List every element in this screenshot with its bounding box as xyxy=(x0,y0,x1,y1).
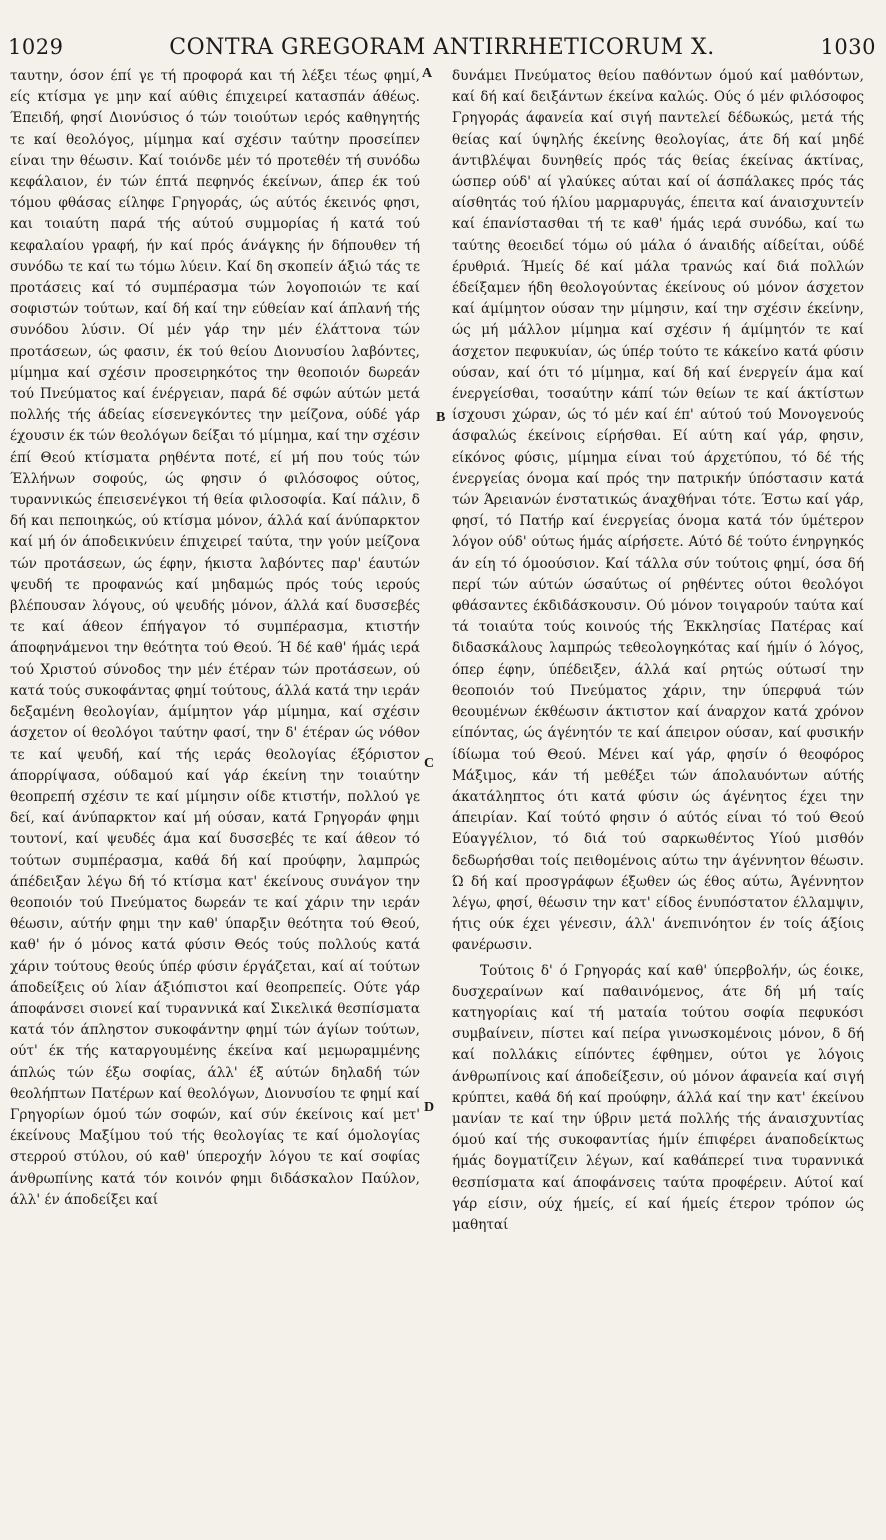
page-header xyxy=(8,34,876,60)
right-column-text: δυνάμει Πνεύματος θείου παθόντων όμού καί μαθόντων, καί δή καί δειξάντων έκείνα καλώς. Ούς ό μέν φιλόσοφος Γρηγοράς άφανεία καί σιγή παντελεί δέδωκώς, μετά τής θείας καί ύψηλής έκείνης θεολογίας, άτε δή καί μηδέ άντιβλέψαι δυνηθείς πρός τάς θείας έκείνας άκτίνας, ώσπερ ούδ' αί γλαύκες αύται καί οί άσπάλακες πρός τάς αίσθητάς τού ήλίου μαρμαρυγάς, έπειτα καί άναισχυντείν καί έπανίστασθαι τή τε καθ' ήμάς ιερά συνόδω, καί τω ταύτης θεοειδεί τόμω ού μάλα ό άναιδής αίδείται, ούδέ έρυθριά. Ήμείς δέ καί μάλα τρανώς καί διά πολλών έδείξαμεν ήδη θεολογούντας έκείνους ού μόνον άσχετον καί άμίμητον ούσαν την μίμησιν, καί την σχέσιν έκείνην, ώς μή μάλλον μίμημα καί σχέσιν ή άμίμητόν τε καί άσχετον πεφυκυίαν, ώς ύπέρ τούτο τε κάκείνο κατά φύσιν ούσαν, καί ότι τό μίμημα, καί δή καί ένεργείν άμα καί ένεργείσθαι, τοσαύτην κάπί τών θείων τε καί άκτίστων ίσχουσι χώραν, ώς τό μέν καί έπ' αύτού τού Μονογενούς άσφαλώς έκείνοις είρήσθαι. Εί αύτη καί γάρ, φησιν, είκόνος φύσις, μίμημα είναι τού άρχετύπου, τό δέ τής ένεργείας όνομα καί πρός την πατρικήν ύπόστασιν κατά τών Άρειανών ένστατικώς άναχθήναι τότε. Έστω καί γάρ, φησί, τό Πατήρ καί ένεργείας όνομα κατά τόν ύμέτερον λόγον ούδ' ούτως ήμάς αίρήσετε. Αύτό δέ τούτο ένηργηκός άν είη τό όμοούσιον. Καί τάλλα σύν τούτοις φημί, όσα δή περί τών αύτών ώσαύτως οί ρηθέντες ούτοι θεολόγοι φθάσαντες έκδιδάσκουσιν. Ού μόνον τοιγαρούν ταύτα καί τά τοιαύτα τούς κοινούς τής Έκκλησίας Πατέρας καί διδασκάλους λαμπρώς τεθεολογηκότας καί ήμίν ό λόγος, όπερ έφην, ύπέδειξεν, άλλά καί ρητώς ούτωσί την θεοποιόν τού Πνεύματος χάριν, την ύπερφυά τών θεουμένων έκθέωσιν άκτιστον καί άναρχον κατά χρόνον είπόντας, ώς άγένητόν τε καί άπειρον ούσαν, καί φυσικήν ίδίωμα τού Θεού. Μένει καί γάρ, φησίν ό θεοφόρος Μάξιμος, κάν τή μεθέξει τών άπολαυόντων αύτής άκατάληπτος ότι κατά φύσιν ώς άγένητος έχει την άπειρίαν. Καί τούτό φησιν ό αύτός είναι τό τού Θεού Εύαγγέλιον, τό διά τού σαρκωθέντος Υίού μισθόν δεδωρήσθαι τοίς πειθομένοις αύτω την άγέννητον θέωσιν. Ώ δή καί προσγράφων έξωθεν ώς έθος αύτω, Άγέννητον λέγω, φησί, θέωσιν την κατ' είδος ένυπόστατον έλλαμψιν, ήτις ούκ έχει γένεσιν, άλλ' άνεπινόητον έν τοίς άξίοις φανέρωσιν. xyxy=(452,68,864,954)
page-number-left: 1029 xyxy=(8,35,64,59)
right-column xyxy=(452,66,864,1236)
section-marker-a: A xyxy=(422,66,433,81)
left-column xyxy=(10,66,420,1211)
section-marker-c: C xyxy=(424,756,435,771)
page-number-right: 1030 xyxy=(820,35,876,59)
right-column-paragraph-2: Τούτοις δ' ό Γρηγοράς καί καθ' ύπερβολήν, ώς έοικε, δυσχεραίνων καί παθαινόμενος, άτε δή μή ταίς κατηγορίαις καί τή ματαία τούτου σοφία πεφυκόσι συμβαίνειν, πίστει καί πείρα γινωσκομένοις μόνον, δ δή καί πολλάκις είπόντες έφθημεν, ούτοι γε λόγοις άνθρωπίνοις καί άποδείξεσιν, ού μόνον άφανεία καί σιγή κρύπτει, καθά δή καί προύφην, άλλά καί την κατ' έκείνου μανίαν τε καί την ύβριν μετά πολλής τής άναισχυντίας όμού καί τής συκοφαντίας ήμίν έπιφέρει άναποδείκτως ήμάς δογματίζειν λέγων, καί καθάπερεί τινα τυραννικά θεσπίσματα καί άποφάνσεις ταύτα προφέρειν. Αύτοί καί γάρ είσιν, ούχ ήμείς, εί καί ήμείς έτερον τρόπον ώς μαθηταί xyxy=(452,962,864,1233)
section-marker-b: B xyxy=(436,410,446,425)
section-marker-d: D xyxy=(424,1100,435,1115)
left-column-text: ταυτην, όσον έπί γε τή προφορά και τή λέξει τέως φημί, είς κτίσμα γε μην καί αύθις έπιχειρεί κατασπάν άθέως. Έπειδή, φησί Διονύσιος ό τών τοιούτων ιερός καθηγητής τε καί θεολόγος, μίμημα καί σχέσιν ταύτην προσείπεν είναι την θέωσιν. Καί τοιόνδε μέν τό προτεθέν τή συνόδω κεφάλαιον, έν τών έπτά πεφηνός έκείνων, άπερ έκ τού τόμου φθάσας είληφε Γρηγοράς, ώς αύτός έκεινός φησι, και τοιαύτη παρά τής αύτού συμμορίας ή κατά τού κεφαλαίου γραφή, ήν καί πρός άνάγκης ήν δήπουθεν τή συνόδω τε καί τω τόμω λύειν. Καί δη σκοπείν άξιώ τάς τε προτάσεις καί τό συμπέρασμα τών λογοποιών τε καί σοφιστών τούτων, καί δή καί την εύθείαν καί άπλανή τής συνόδου λύσιν. Οί μέν γάρ την μέν έλάττονα τών προτάσεων, ώς φασιν, έκ τού θείου Διονυσίου λαβόντες, μίμημα καί σχέσιν προσειρηκότος την θεοποιόν δωρεάν τού Πνεύματος καί ένέργειαν, παρά δέ σφών αύτών μετά πολλής τής άδείας είσενεγκόντες την μείζονα, ούδέ γάρ έχουσιν έκ τών θεολόγων δείξαι τό μίμημα, καί την σχέσιν έπί Θεού κτίσματα ρηθέντα ποτέ, εί μή που τούς τών Έλλήνων σοφούς, ώς φησιν ό φιλόσοφος ούτος, τυραννικώς έπεισενέγκοι τή θεία φιλοσοφία. Καί πάλιν, δ δή και πεποιηκώς, ού κτίσμα μόνον, άλλά καί άνύπαρκτον καί μή όν άποδεικνύειν έπιχειρεί ταύτα, την γούν μείζονα τών προτάσεων, ώς έφην, ήκιστα λαβόντες παρ' έαυτών ψευδή τε προφανώς καί μηδαμώς πρός τούς ιερούς βλέπουσαν λόγους, ού ψευδής μόνον, άλλά καί δυσσεβές τε καί άθεον έπήγαγον τό συμπέρασμα, κτιστήν άποφηνάμενοι την θεότητα τού Θεού. Ή δέ καθ' ήμάς ιερά τού Χριστού σύνοδος την μέν έτέραν τών προτάσεων, ού κατά τούς συκοφάντας φημί τούτους, άλλά κατά την ιεράν δεξαμένη θεολογίαν, άμίμητον γάρ μίμημα, καί σχέσιν άσχετον οί θεολόγοι ταύτην φασί, την δ' έτέραν ώς νόθον τε καί ψευδή, καί τής ιεράς θεολογίας έξόριστον άπορρίψασα, ούδαμού καί γάρ έκείνη την τοιαύτην θεοπρεπή σχέσιν τε καί μίμησιν οίδε κτιστήν, πολλού γε δεί, καί άνύπαρκτον καί μή ούσαν, κατά Γρηγοράν φημι τουτονί, καί ψευδές άμα καί δυσσεβές τε καί άθεον τό τούτων συμπέρασμα, καθά δή καί προύφην, λαμπρώς άπέδειξαν λέγω δή τό κτίσμα κατ' έκείνους συνάγον την θεοποιόν τού Πνεύματος δωρεάν τε καί χάριν την ιεράν θέωσιν, αύτήν φημι την καθ' ύπαρξιν θεότητα τού Θεού, καθ' ήν ό μόνος κατά φύσιν Θεός τούς πολλούς κατά χάριν τούτους θεούς ύπέρ φύσιν έργάζεται, καί αί τούτων άποδείξεις ού λίαν άξιόπιστοι καί θεοπρεπείς. Ούτε γάρ άποφάνσει σιονεί καί τυραννικά καί Σικελικά θεσπίσματα κατά τόν άπληστον συκοφάντην φημί τών άγίων τούτων, ούτ' έκ τής καταργουμένης έκείνα καί μεμωραμμένης άπλώς τών έξω σοφίας, άλλ' έξ αύτών δηλαδή τών θεολήπτων Πατέρων καί θεολόγων, Διονυσίου τε φημί καί Γρηγορίων όμού τών σοφών, καί σύν έκείνοις καί μετ' έκείνους Μαξίμου τού τής θεολογίας τε καί όμολογίας στερρού στύλου, ού καθ' ύπεροχήν λόγου τε καί σοφίας άνθρωπίνης κατά τόν κοινόν φημι διδάσκαλον Παύλον, άλλ' έν άποδείξει καί xyxy=(10,68,420,1208)
running-title: CONTRA GREGORAM ANTIRRHETICORUM X. xyxy=(169,34,715,60)
